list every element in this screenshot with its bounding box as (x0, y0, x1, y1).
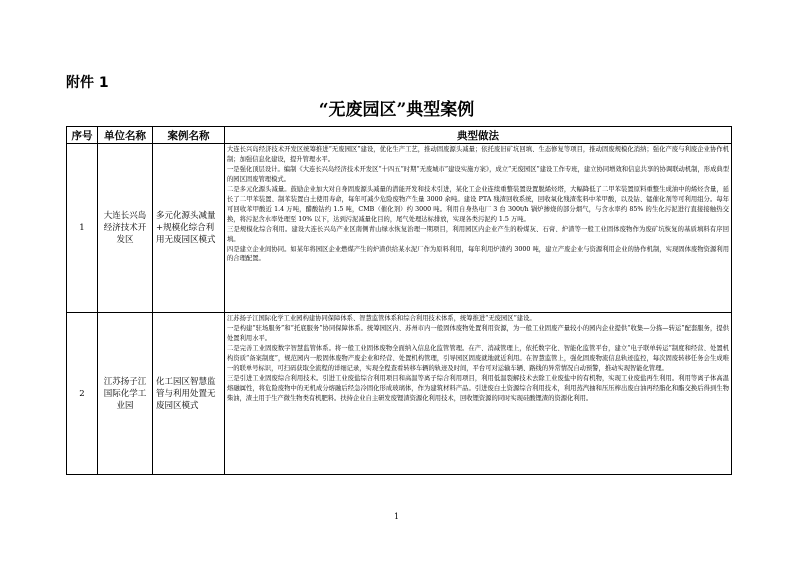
header-case: 案例名称 (153, 127, 225, 144)
practice-paragraph: 江苏扬子江国际化学工业园构建协同保障体系、智慧监管体系和综合利用技术体系，统筹推进“无废园区”建设。 (227, 315, 536, 322)
row-no: 2 (67, 313, 98, 475)
row-practice (225, 313, 732, 475)
practice-paragraph: 三是规模化综合利用。建设大连长兴岛产业区南侧青山绿水恢复治理一期项目，利用园区内企业产生的粉煤灰、石膏、炉渣等一般工业固体废物作为废矿坑恢复的基质填料有序回填。 (227, 225, 729, 243)
practice-paragraph: 一是强化顶层设计。编制《大连长兴岛经济技术开发区“十四五”时期“无废城市”建设实施方案》，成立“无废园区”建设工作专班，建立协同增效和信息共享的协调联动机制，形成典型的园区固废管理模式。 (227, 165, 729, 183)
page-title: “无废园区”典型案例 (318, 100, 475, 120)
practice-paragraph: 一是构建“驻场服务”和“托底服务”协同保障体系。统筹园区内、苏州市内一般固体废物处置利用资源，为一般工业固废产量较小的园内企业提供“收集—分拣—转运”配套服务，提供处置利用水平。 (227, 324, 729, 342)
cases-table (66, 126, 732, 475)
table-header-row (67, 127, 732, 144)
practice-paragraph: 二是完善工业固废数字智慧监管体系。将一般工业固体废物全面纳入信息化监管管理。在产、消减管理上，依托数字化、智能化监管平台，建立“电子联单转运”制度和经营、处置机构资质“备案制度”，规范园内一般固体废物产废企业和经营、处置机构管理，引导园区固废就地就近利用。在智慧监管上，强化固废物流信息轨迹监控，每次固废转移任务会生成唯一的联单号标识，可扫码获取全流程的详细记录，实现全程查看转移车辆的轨迹及时间，平台可对运输车辆、路线的异常情况自动预警，推动实现智能化管理。 (227, 344, 729, 372)
row-no: 1 (67, 144, 98, 313)
header-no: 序号 (67, 127, 98, 144)
practice-paragraph: 三是引进工业固废综合利用技术。引进工业废盐综合利用项目和高温等离子综合利用项目，利用低温裂解技术去除工业废盐中的有机物，实现工业废盐再生利用。利用等离子体高温熔融属性，将危险废物中的无机成分熔融后经急冷固化形成玻璃体，作为建筑材料产品。引进废白土资源综合利用技术，利用蒸汽抽和压压榨出废白油再经脂化和酯交换后得到生物柴油，渣土用于生产微生物类有机肥料。扶持企业自主研发废锂渣资源化利用技术，回收锂资源的同时实现硅酸锂渣的资源化利用。 (227, 374, 729, 402)
row-case: 化工园区智慧监管与利用处置无废园区模式 (153, 313, 225, 475)
practice-paragraph: 二是多元化源头减量。鼓励企业加大对自身固废源头减量的潜能开发和技术引进，某化工企业连续重整装置设置脱烯烃塔，大幅降低了二甲苯装置原料重整生成油中的烯烃含量，延长了二甲苯装置、制苯装置白土使用寿命，每年可减少危险废物产生量 3000 余吨。建设 PTA 残渣回收系统，回收氧化残渣浆料中苯甲酸，以及钴、锰催化剂等可利用组分。每年可回收苯甲酸近 1.4 万吨，醋酸钴约 1.5 吨，CMB（催化剂）约 3000 吨。利用自身热电厂 3 台 300t/h 锅炉掺烧的部分烟气，与含水率约 85% 的生化污泥进行直接接触热交换，将污泥含水率处理至 10% 以下，达到污泥减量化目的，尾气处理达标排放，实现各类污泥约 1.5 万吨。 (227, 185, 729, 223)
attachment-label: 附件 1 (66, 75, 109, 91)
table-row (67, 313, 732, 475)
row-case: 多元化源头减量+规模化综合利用无废园区模式 (153, 144, 225, 313)
practice-paragraph: 四是建立企业间协同。如某年将园区企业燃煤产生的炉渣供给某水泥厂作为原料利用，每年利用炉渣约 3000 吨，建立产废企业与资源利用企业的协作机制，实现固体废物资源利用的合理配置。 (227, 245, 729, 263)
header-unit: 单位名称 (98, 127, 153, 144)
practice-paragraph: 大连长兴岛经济技术开发区统筹推进“无废园区”建设，优化生产工艺，推动固废源头减量；依托废旧矿坑回填、生态修复等项目，推动固废规模化消纳；强化产废与利废企业协作机制；加强信息化建设，提升管理水平。 (227, 146, 729, 163)
page-number: 1 (393, 512, 400, 521)
row-unit: 江苏扬子江国际化学工业园 (98, 313, 153, 475)
header-practice: 典型做法 (225, 127, 732, 144)
row-unit: 大连长兴岛经济技术开发区 (98, 144, 153, 313)
row-practice (225, 144, 732, 313)
table-row (67, 144, 732, 313)
